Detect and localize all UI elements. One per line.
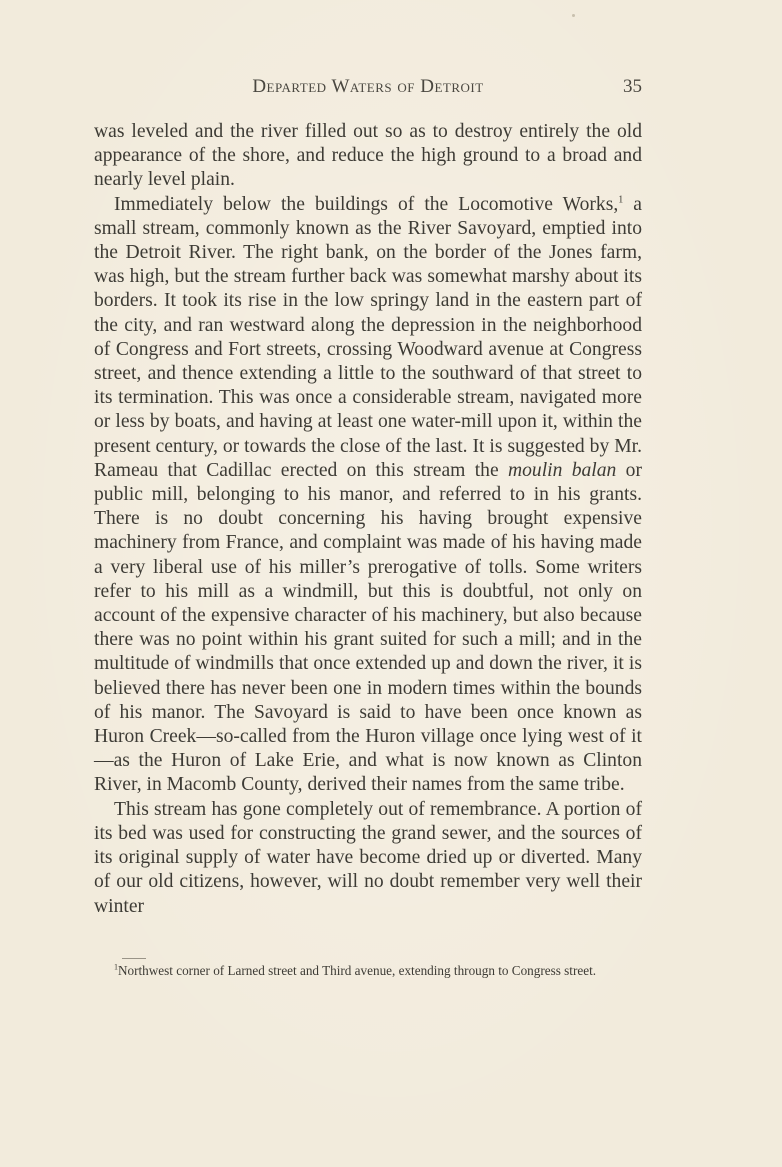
footnote-marker: 1 [114,962,118,972]
footnote [94,962,642,979]
paragraph-text-part: a small stream, commonly known as the River Savoyard, emptied into the Detroit River. The right bank, on the border of the Jones farm, was high, but the stream further back was somewhat marshy about its borders. It took its rise in the low springy land in the eastern part of the city, and ran westward along the depression in the neighborhood of Congress and Fort streets, crossing Woodward avenue at Congress street, and thence extending a little to the southward of that street to its termination. This was once a considerable stream, navigated more or less by boats, and having at least one water-mill upon it, within the present century, or towards the close of the last. It is suggested by Mr. Rameau that Cadillac erected on this stream the [94,193,642,481]
body-text [94,120,642,919]
footnote-paragraph [94,962,642,979]
footnote-rule [122,958,146,959]
paragraph-text: was leveled and the river filled out so as to destroy entirely the old appearance of the shore, and reduce the high ground to a broad and nearly level plain. [94,121,642,191]
paragraph-river-savoyard [94,193,642,798]
paragraph-remembrance [94,798,642,919]
paper-speck [572,14,575,17]
running-head [94,76,642,100]
paragraph-continued [94,120,642,193]
page-number: 35 [623,76,642,97]
paragraph-text-part: or public mill, belonging to his manor, and referred to in his grants. There is no doubt concerning his having brought expensive machinery from France, and complaint was made of his having made a very liberal use of his miller’s prerogative of tolls. Some writers refer to his mill as a windmill, but this is doubtful, not only on account of the expensive character of his machinery, but also because there was no point within his grant suited for such a mill; and in the multitude of windmills that once extended up and down the river, it is believed there has never been one in modern times within the bounds of his manor. The Savoyard is said to have been once known as Huron Creek—so-called from the Huron village once lying west of it—as the Huron of Lake Erie, and what is now known as Clinton River, in Macomb County, derived their names from the same tribe. [94,459,642,796]
paragraph-text: This stream has gone completely out of remembrance. A portion of its bed was used for constructing the grand sewer, and the sources of its original supply of water have become dried up or diverted. Many of our old citizens, however, will no doubt remember very well their winter [94,798,642,917]
running-title: Departed Waters of Detroit [252,76,484,97]
footnote-reference: 1 [618,194,624,206]
italic-term: moulin balan [507,459,617,481]
paragraph-text-part: Immediately below the buildings of the Locomotive Works, [114,193,619,215]
footnote-text: Northwest corner of Larned street and Third avenue, extending througn to Congress street. [118,963,597,978]
